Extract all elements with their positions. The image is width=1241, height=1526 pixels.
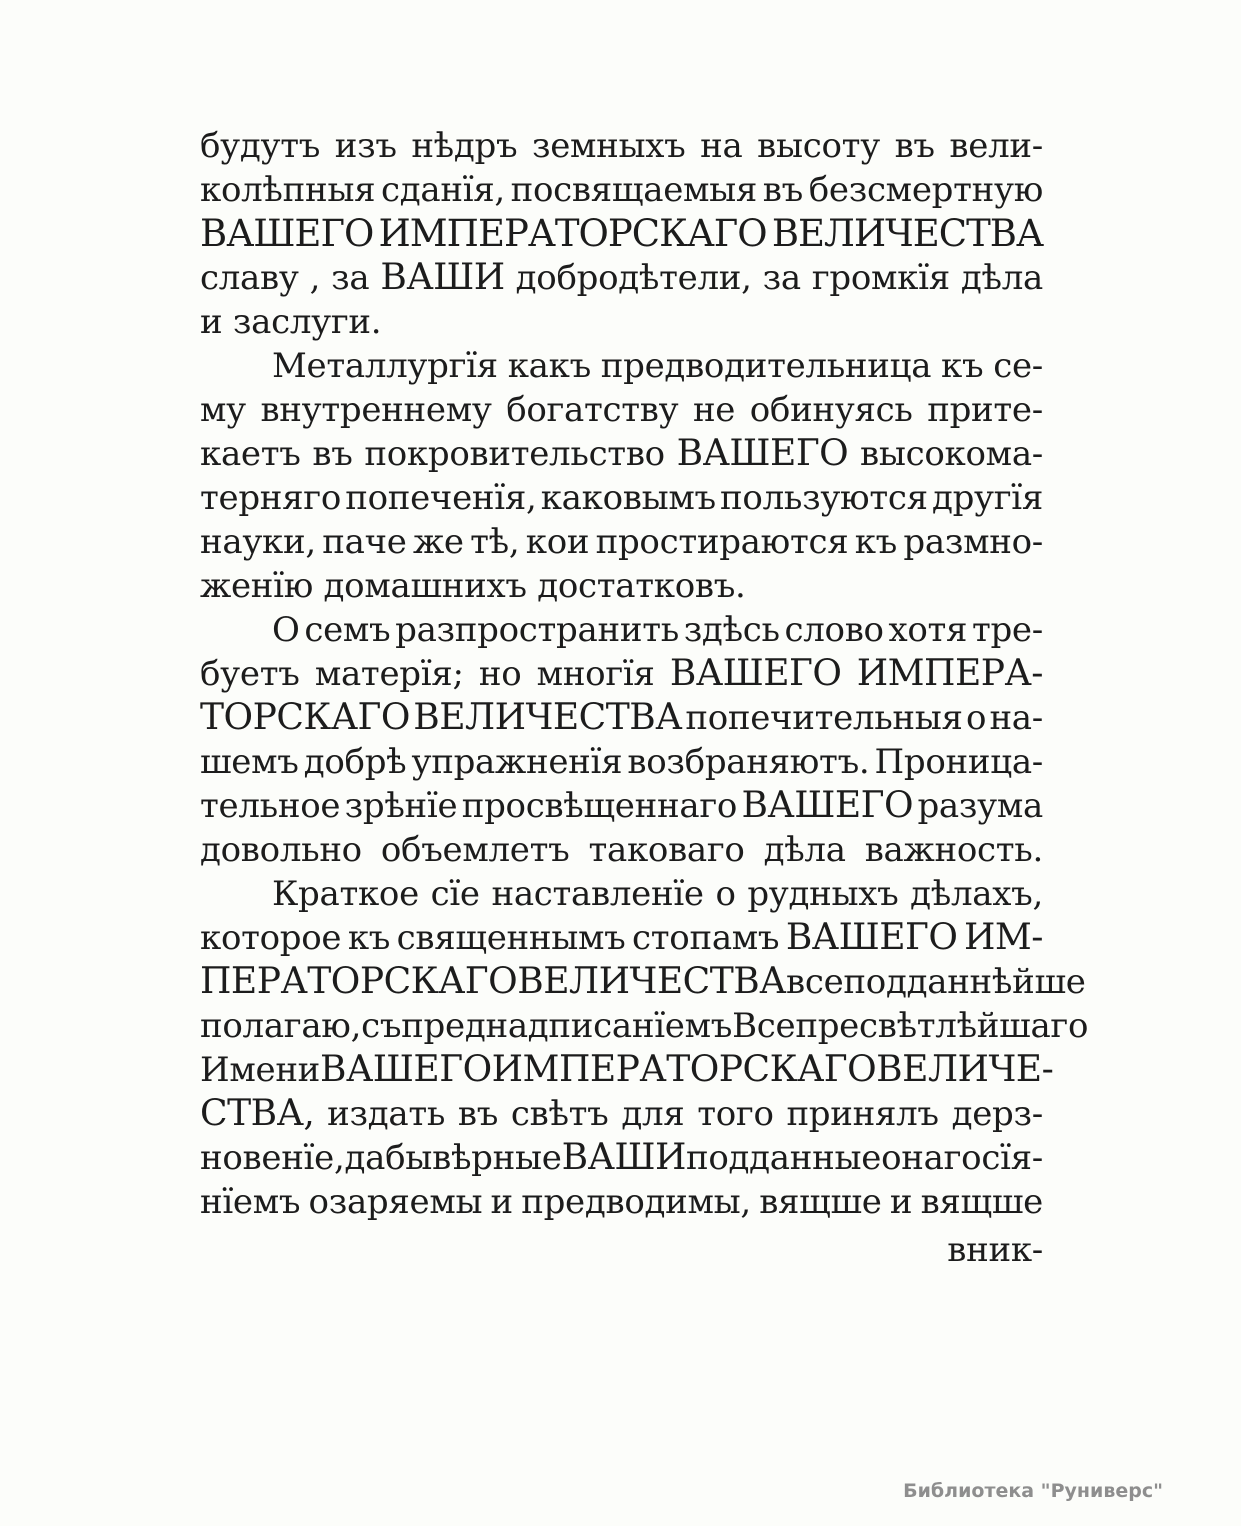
text-word: ПЕРАТОРСКАГО	[200, 961, 518, 1002]
text-line	[200, 256, 1043, 300]
text-line	[200, 124, 1043, 168]
text-word: но	[478, 654, 522, 694]
text-word: простираются	[595, 522, 849, 562]
text-word: Проница-	[874, 742, 1043, 782]
text-line	[200, 520, 1043, 564]
text-word: каетъ	[200, 434, 301, 474]
text-line	[200, 828, 1043, 872]
text-segment: вник-	[947, 1230, 1043, 1270]
text-word: просвѣщеннаго	[461, 786, 738, 826]
text-word: дѣла	[960, 258, 1043, 298]
text-word: того	[697, 1094, 774, 1134]
text-word: ВАШЕГО	[200, 212, 374, 255]
text-word: пользуются	[720, 478, 928, 518]
text-word: ВЕЛИЧЕСТВА	[517, 961, 787, 1002]
text-word: ИМ-	[963, 917, 1043, 958]
text-word: ВЕЛИЧЕСТВА	[413, 697, 683, 738]
text-word: къ	[347, 918, 391, 958]
text-segment: и заслуги.	[200, 302, 382, 342]
text-word: будутъ	[200, 126, 321, 166]
text-word: изъ	[334, 126, 397, 166]
text-word: таковаго	[588, 830, 745, 870]
text-word: терняго	[200, 478, 341, 518]
text-word: внутреннему	[260, 390, 492, 430]
text-word: паче	[322, 522, 407, 562]
text-word: Имени	[200, 1050, 321, 1090]
text-line	[200, 1180, 1043, 1224]
catchword-line	[200, 1228, 1043, 1272]
text-word: рудныхъ	[747, 874, 899, 914]
text-word: дабы	[344, 1138, 433, 1178]
text-word: шемъ	[200, 742, 299, 782]
text-word: ВЕЛИЧЕ-	[876, 1049, 1054, 1090]
text-word: объемлетъ	[380, 830, 570, 870]
text-line	[200, 784, 1043, 828]
text-word: славу	[200, 258, 299, 298]
text-line	[200, 872, 1043, 916]
text-word: которое	[200, 918, 342, 958]
text-line	[200, 1004, 1089, 1048]
text-word: сданїя,	[380, 170, 505, 210]
text-word: разпространить	[395, 610, 679, 650]
text-word: дерз-	[951, 1094, 1043, 1134]
text-word: къ	[941, 346, 984, 386]
text-word: какъ	[507, 346, 591, 386]
text-word: вящше	[920, 1182, 1043, 1222]
text-word: на	[700, 126, 743, 166]
text-word: къ	[854, 522, 898, 562]
text-word: озаряемы	[308, 1182, 483, 1222]
text-word: за	[762, 258, 801, 298]
text-word: всеподданнѣйше	[786, 962, 1086, 1002]
text-word: попеченїя,	[345, 478, 537, 518]
text-word: размно-	[903, 522, 1043, 562]
text-word: принялъ	[786, 1094, 939, 1134]
text-word: ВАШЕГО	[785, 917, 958, 958]
text-word: ВЕЛИЧЕСТВА	[771, 212, 1043, 255]
text-word: ИМПЕРАТОРСКАГО	[378, 212, 767, 255]
text-word: ,	[309, 258, 321, 298]
text-word: се-	[993, 346, 1043, 386]
text-word: О	[272, 610, 300, 650]
text-word: въ	[894, 126, 935, 166]
text-word: вели-	[949, 126, 1043, 166]
text-word: земныхъ	[531, 126, 686, 166]
text-word: му	[200, 390, 246, 430]
text-word: сїе	[430, 874, 480, 914]
text-line	[200, 432, 1043, 476]
text-word: на-	[989, 698, 1043, 738]
text-word: наставленїе	[491, 874, 704, 914]
text-word: не	[692, 390, 736, 430]
text-word: важность.	[864, 830, 1043, 870]
text-word: науки,	[200, 522, 316, 562]
text-word: зрѣнїе	[344, 786, 458, 826]
text-word: нѣдръ	[411, 126, 518, 166]
text-word: высоту	[757, 126, 880, 166]
text-word: съ	[361, 1006, 402, 1046]
text-word: ИМПЕРАТОРСКАГО	[491, 1049, 877, 1090]
text-word: громкїя	[811, 258, 950, 298]
text-line	[200, 608, 1043, 652]
text-word: и	[889, 1182, 913, 1222]
text-word: добродѣтели,	[515, 258, 752, 298]
text-line	[200, 564, 1043, 608]
text-word: въ	[312, 434, 353, 474]
text-word: богатству	[506, 390, 679, 430]
text-word: свѣтъ	[510, 1094, 609, 1134]
text-line	[200, 740, 1043, 784]
library-watermark: Библиотека "Руниверс"	[903, 1480, 1163, 1502]
text-word: же	[412, 522, 464, 562]
text-word: безсмертную	[808, 170, 1043, 210]
text-word: Всепресвѣтлѣйшаго	[732, 1006, 1089, 1046]
text-word: дѣлахъ,	[910, 874, 1043, 914]
text-word: ВАШЕГО	[320, 1049, 492, 1090]
text-word: ВАШЕГО	[669, 653, 842, 694]
text-word: возбраняютъ.	[627, 742, 870, 782]
text-line	[200, 344, 1043, 388]
text-word: высокома-	[860, 434, 1043, 474]
text-word: прите-	[927, 390, 1043, 430]
text-line	[200, 960, 1086, 1004]
text-word: о	[965, 698, 987, 738]
text-line	[200, 168, 1043, 212]
text-word: матерїя;	[314, 654, 464, 694]
text-word: вящше	[759, 1182, 882, 1222]
text-word: довольно	[200, 830, 362, 870]
text-word: тре-	[971, 610, 1043, 650]
text-word: кои	[525, 522, 590, 562]
text-line	[200, 916, 1043, 960]
text-line	[200, 388, 1043, 432]
text-word: СТВА,	[200, 1093, 315, 1134]
text-word: Металлургїя	[272, 346, 498, 386]
text-word: посвящаемыя	[510, 170, 758, 210]
text-line	[200, 1136, 1043, 1180]
text-word: въ	[457, 1094, 499, 1134]
text-word: многїя	[536, 654, 655, 694]
text-line	[200, 476, 1043, 520]
text-line	[200, 300, 1043, 344]
text-word: для	[621, 1094, 685, 1134]
text-word: ВАШИ	[380, 257, 505, 298]
text-word: тельное	[200, 786, 341, 826]
text-word: вѣрные	[432, 1138, 562, 1178]
text-line	[200, 1048, 1054, 1092]
text-word: о	[715, 874, 736, 914]
text-block	[200, 124, 1089, 1272]
text-word: добрѣ	[303, 742, 407, 782]
text-word: колѣпныя	[200, 170, 376, 210]
text-word: тѣ,	[470, 522, 520, 562]
text-word: предводительница	[600, 346, 932, 386]
text-word: стопамъ	[632, 918, 780, 958]
text-word: обинуясь	[749, 390, 913, 430]
text-word: здѣсь	[683, 610, 780, 650]
text-line	[200, 212, 1043, 256]
text-word: разума	[917, 786, 1043, 826]
text-word: нїемъ	[200, 1182, 301, 1222]
text-word: сїя-	[981, 1138, 1043, 1178]
text-word: хотя	[888, 610, 968, 650]
text-line	[200, 1092, 1043, 1136]
text-line	[200, 696, 1043, 740]
text-word: дѣла	[763, 830, 846, 870]
text-word: каковымъ	[540, 478, 716, 518]
text-word: буетъ	[200, 654, 300, 694]
text-word: ВАШИ	[561, 1137, 686, 1178]
text-word: за	[331, 258, 370, 298]
text-word: попечительныя	[685, 698, 963, 738]
text-word: новенїе,	[200, 1138, 345, 1178]
text-word: священнымъ	[396, 918, 626, 958]
text-word: ИМПЕРА-	[856, 653, 1043, 694]
text-word: и	[490, 1182, 513, 1222]
text-word: ТОРСКАГО	[200, 697, 410, 738]
text-segment: женїю домашнихъ достатковъ.	[200, 566, 746, 606]
text-word: издать	[327, 1094, 446, 1134]
text-word: онаго	[881, 1138, 982, 1178]
text-word: другїя	[931, 478, 1043, 518]
text-line	[200, 652, 1043, 696]
text-word: покровительство	[364, 434, 665, 474]
text-word: Краткое	[272, 874, 419, 914]
text-word: подданные	[685, 1138, 882, 1178]
text-word: ВАШЕГО	[741, 785, 914, 826]
text-word: въ	[762, 170, 803, 210]
text-word: полагаю,	[200, 1006, 362, 1046]
text-word: упражненїя	[411, 742, 623, 782]
text-word: ВАШЕГО	[676, 433, 849, 474]
text-word: слово	[784, 610, 884, 650]
text-word: семъ	[304, 610, 391, 650]
text-word: предводимы,	[521, 1182, 751, 1222]
text-word: преднадписанїемъ	[401, 1006, 733, 1046]
